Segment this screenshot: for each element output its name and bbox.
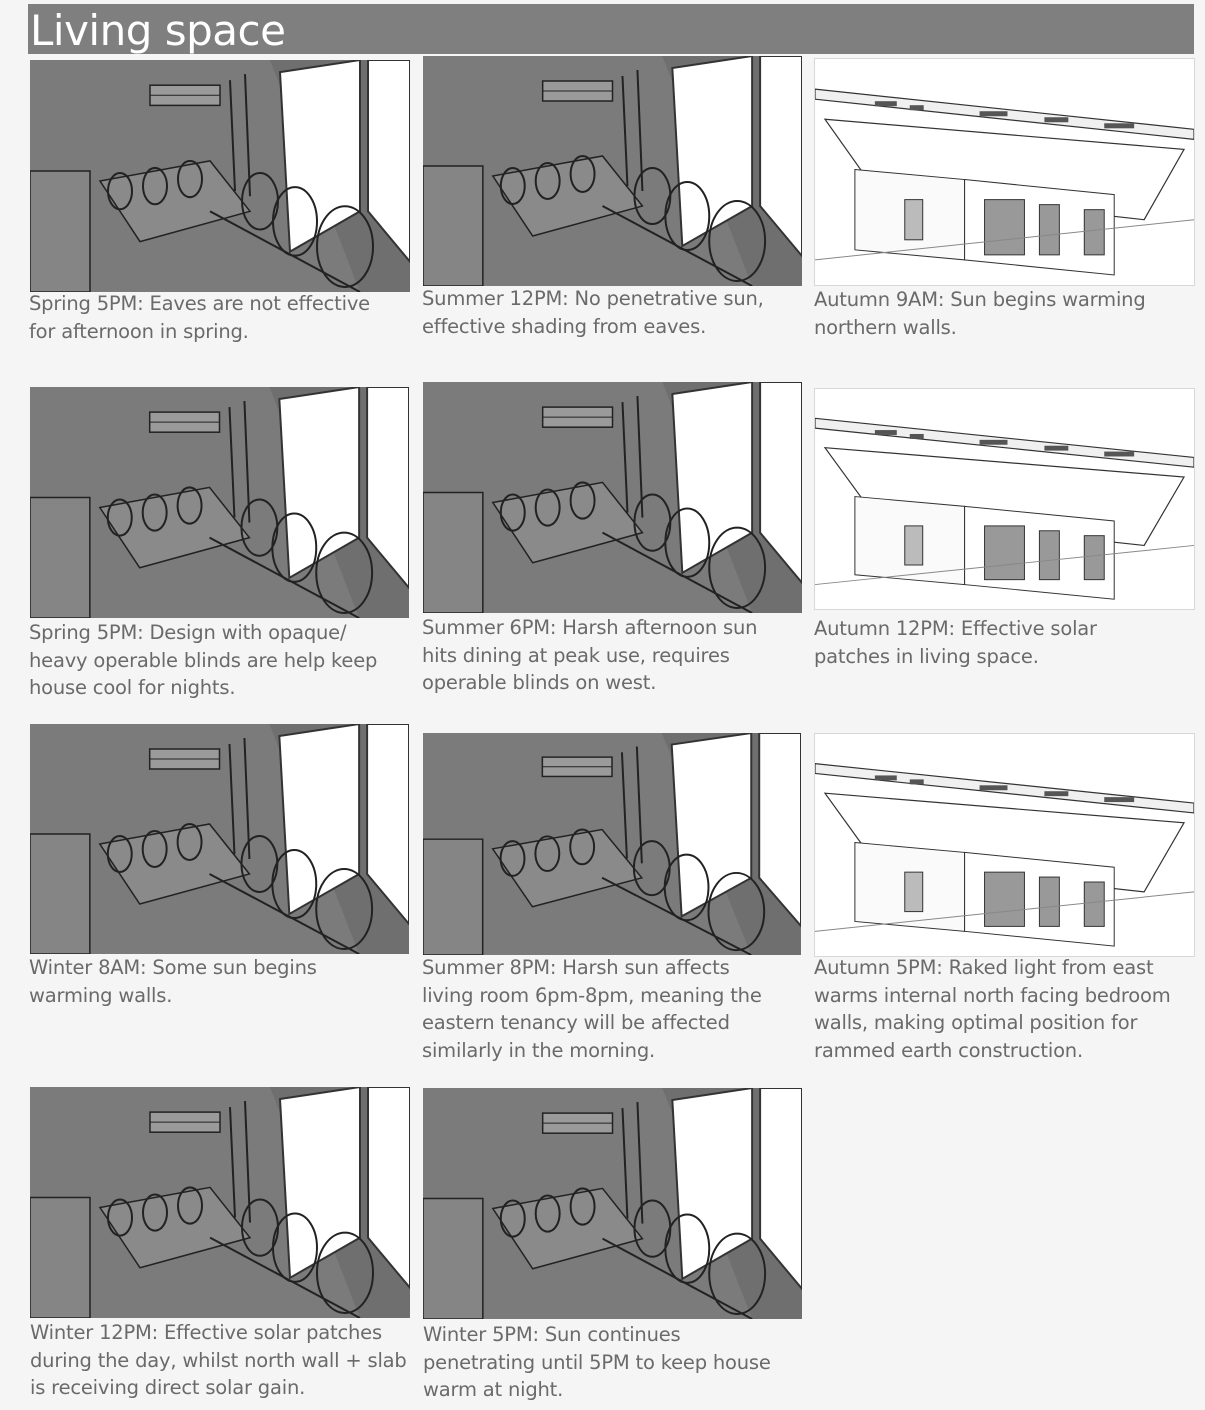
caption-autumn-9am: Autumn 9AM: Sun begins warming northern walls. xyxy=(814,288,1146,339)
caption-winter-12pm: Winter 12PM: Effective solar patches during the day, whilst north wall + slab is receiving direct solar gain. xyxy=(30,1321,407,1399)
render-summer-6pm-interior xyxy=(423,382,802,613)
render-summer-8pm-interior xyxy=(423,733,801,955)
page-title: Living space xyxy=(30,6,286,55)
render-autumn-9am-exterior xyxy=(814,58,1195,286)
caption-summer-12pm: Summer 12PM: No penetrative sun, effective shading from eaves. xyxy=(422,287,764,338)
caption-summer-8pm: Summer 8PM: Harsh sun affects living room 6pm-8pm, meaning the eastern tenancy will be affected similarly in the morning. xyxy=(422,956,762,1062)
render-autumn-5pm-exterior xyxy=(814,733,1195,957)
render-winter-8am-interior xyxy=(30,724,409,954)
caption-autumn-5pm: Autumn 5PM: Raked light from east warms internal north facing bedroom walls, making optimal position for rammed earth construction. xyxy=(814,956,1171,1062)
render-autumn-12pm-exterior xyxy=(814,388,1195,610)
title-bar xyxy=(28,4,1194,54)
caption-spring-5pm: Spring 5PM: Eaves are not effective for afternoon in spring. xyxy=(29,292,370,343)
caption-winter-8am: Winter 8AM: Some sun begins warming walls. xyxy=(29,956,317,1007)
caption-autumn-12pm: Autumn 12PM: Effective solar patches in living space. xyxy=(814,617,1097,668)
render-spring-5pm-interior xyxy=(30,60,410,292)
render-summer-12pm-interior xyxy=(423,56,802,286)
render-spring-5pm-blinds-interior xyxy=(30,387,409,618)
render-winter-5pm-interior xyxy=(423,1088,802,1319)
caption-summer-6pm: Summer 6PM: Harsh afternoon sun hits dining at peak use, requires operable blinds on west. xyxy=(422,616,758,694)
caption-spring-5pm-blinds: Spring 5PM: Design with opaque/ heavy operable blinds are help keep house cool for nights. xyxy=(29,621,378,699)
render-winter-12pm-interior xyxy=(30,1087,410,1318)
caption-winter-5pm: Winter 5PM: Sun continues penetrating until 5PM to keep house warm at night. xyxy=(423,1323,771,1401)
